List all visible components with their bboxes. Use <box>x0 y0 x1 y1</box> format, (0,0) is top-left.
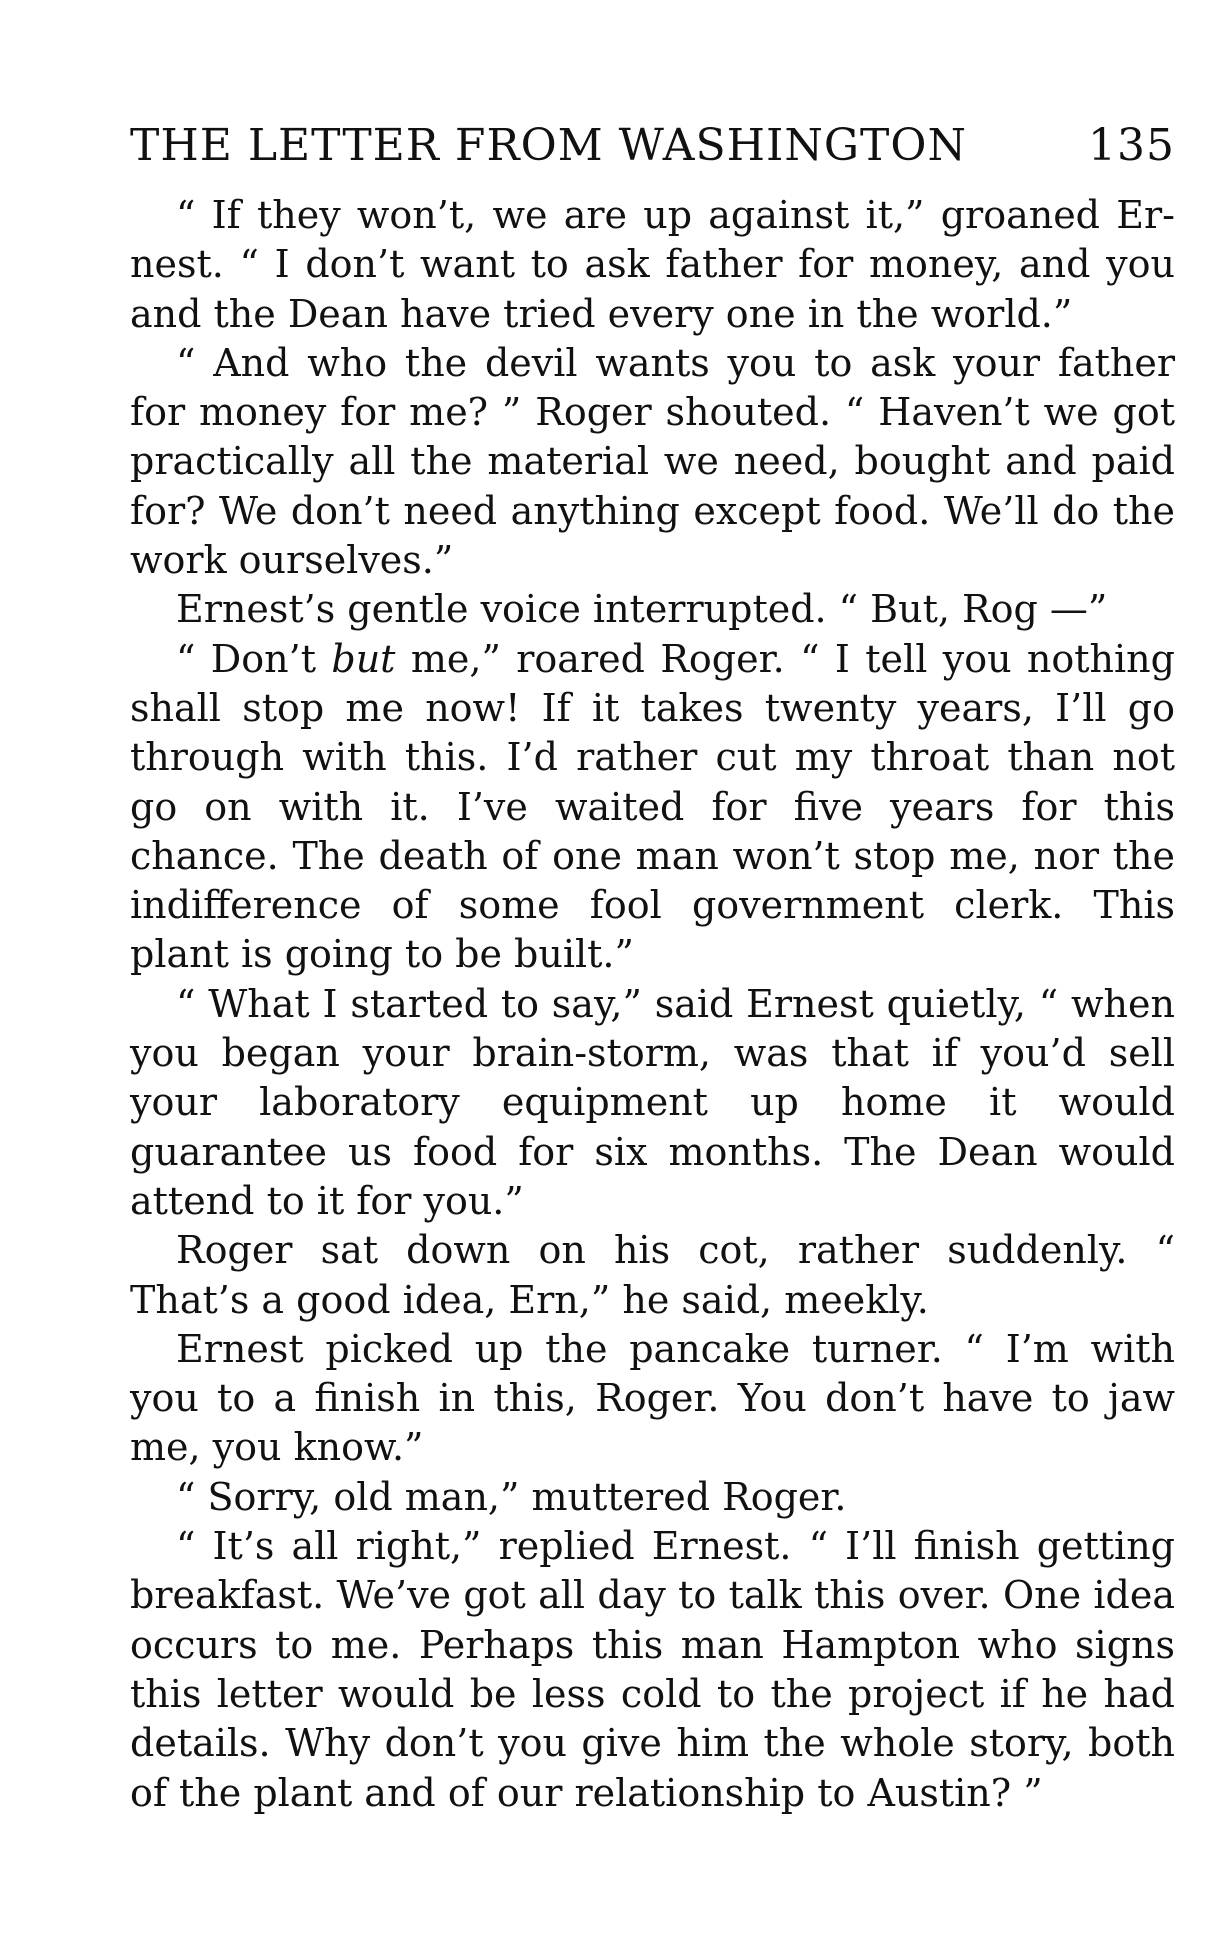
paragraph-text: “ Don’t <box>176 636 332 681</box>
paragraph: “ What I started to say,” said Ernest quietly, “ when you began your brain-storm, was that if you’d sell your laboratory equipment up home it would guarantee us food for six months. The Dean would attend to it for you.” <box>130 981 1175 1223</box>
paragraph <box>130 635 1175 980</box>
paragraph: Ernest’s gentle voice interrupted. “ But, Rog —” <box>176 587 1108 632</box>
italic-word: but <box>331 636 396 681</box>
book-page <box>130 120 1175 1818</box>
paragraph: Ernest picked up the pancake turner. “ I’m with you to a finish in this, Roger. You don’t have to jaw me, you know.” <box>130 1326 1175 1470</box>
paragraph: “ And who the devil wants you to ask your father for money for me? ” Roger shouted. “ Haven’t we got practically all the material we need, bought and paid for? We don’t need anything except food. We’ll do the work ourselves.” <box>130 340 1175 583</box>
paragraph-text: me,” roared Roger. “ I tell you nothing shall stop me now! If it takes twenty years, I’ll go through with this. I’d rather cut my throat than not go on with it. I’ve waited for five years for this chance. The death of one man won’t stop me, nor the indifference of some fool government clerk. This plant is going to be built.” <box>130 636 1175 977</box>
body-text <box>130 191 1175 1818</box>
page-number: 135 <box>1088 120 1175 171</box>
paragraph: “ If they won’t, we are up against it,” groaned Ernest. “ I don’t want to ask father for money, and you and the Dean have tried every one in the world.” <box>130 193 1175 336</box>
paragraph: “ It’s all right,” replied Ernest. “ I’ll finish getting breakfast. We’ve got all day to talk this over. One idea occurs to me. Perhaps this man Hampton who signs this letter would be less cold to the project if he had details. Why don’t you give him the whole story, both of the plant and of our relationship to Austin? ” <box>130 1524 1175 1815</box>
running-header <box>130 120 1175 171</box>
paragraph: Roger sat down on his cot, rather suddenly. “ That’s a good idea, Ern,” he said, meekly. <box>130 1228 1175 1322</box>
chapter-title: THE LETTER FROM WASHINGTON <box>130 120 967 171</box>
paragraph: “ Sorry, old man,” muttered Roger. <box>176 1474 847 1519</box>
